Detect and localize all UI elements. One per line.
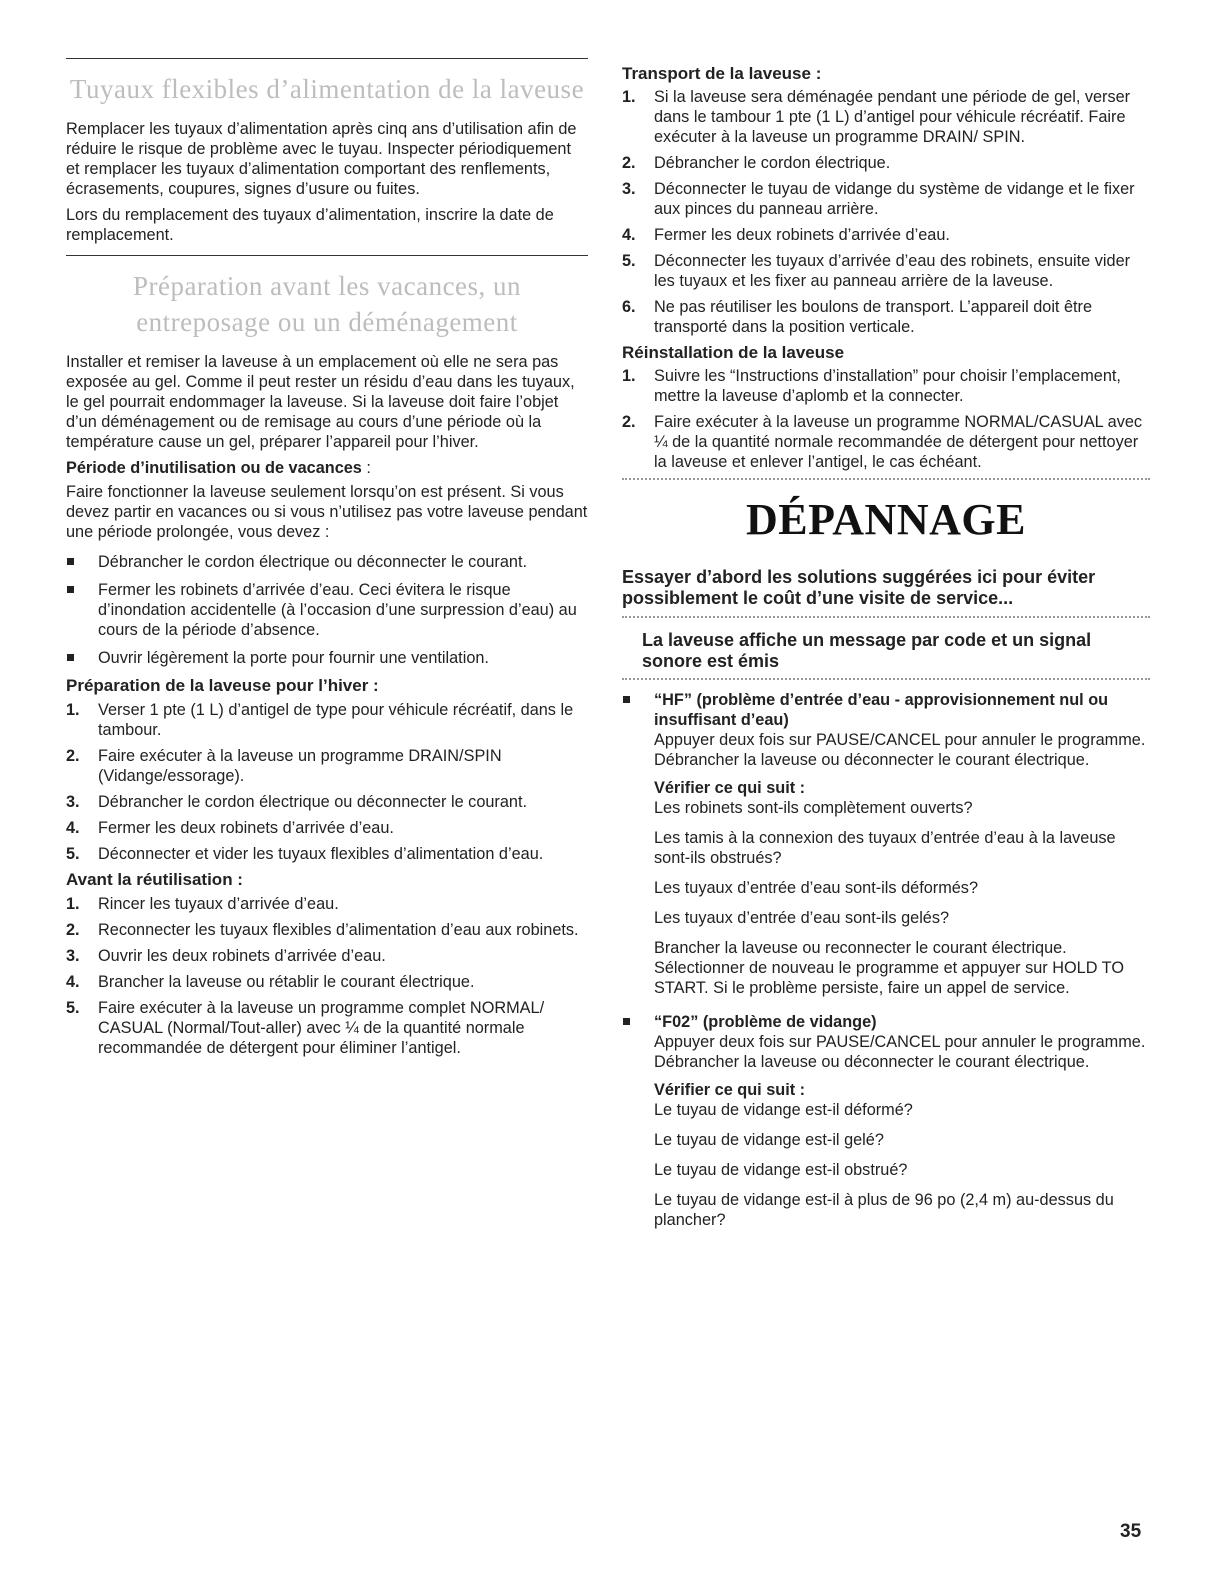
hf-item — [622, 690, 1150, 1004]
list-item — [66, 972, 588, 992]
code-section-heading: La laveuse affiche un message par code et un signal sonore est émis — [642, 630, 1092, 671]
list-item — [66, 818, 588, 838]
winter-steps — [66, 700, 588, 864]
bullet-square-icon — [66, 552, 98, 572]
step-number: 5. — [66, 999, 80, 1017]
hf-check-item: Les robinets sont-ils complètement ouverts? — [654, 799, 973, 817]
step-text: Si la laveuse sera déménagée pendant une période de gel, verser dans le tambour 1 pte (1 L) d’antigel pour véhicule récréatif. Faire exécuter à la laveuse un programme DRAIN/ SPIN. — [654, 88, 1131, 146]
dotted-divider — [622, 478, 1150, 480]
step-text: Brancher la laveuse ou rétablir le courant électrique. — [98, 973, 475, 991]
bullet-square-icon — [66, 648, 98, 668]
dotted-divider — [622, 678, 1150, 680]
list-item — [622, 251, 1150, 291]
f02-text: Appuyer deux fois sur PAUSE/CANCEL pour annuler le programme. Débrancher la laveuse ou déconnecter le courant électrique. — [654, 1033, 1146, 1071]
hf-check-item: Les tuyaux d’entrée d’eau sont-ils déformés? — [654, 879, 979, 897]
list-item — [66, 946, 588, 966]
hoses-paragraph-2: Lors du remplacement des tuyaux d’alimentation, inscrire la date de remplacement. — [66, 206, 554, 244]
f02-check-item: Le tuyau de vidange est-il gelé? — [654, 1131, 884, 1149]
f02-check-item: Le tuyau de vidange est-il obstrué? — [654, 1161, 908, 1179]
hf-title: “HF” (problème d’entrée d’eau - approvisionnement nul ou insuffisant d’eau) — [654, 691, 1109, 729]
right-column — [622, 64, 1150, 1244]
transport-subheading: Transport de la laveuse : — [622, 64, 822, 83]
troubleshooting-intro: Essayer d’abord les solutions suggérées ici pour éviter possiblement le coût d’une visite de service... — [622, 567, 1096, 608]
reinstall-steps — [622, 366, 1150, 472]
step-number: 4. — [66, 819, 80, 837]
list-item — [622, 153, 1150, 173]
step-text: Reconnecter les tuyaux flexibles d’alimentation d’eau aux robinets. — [98, 921, 579, 939]
step-number: 1. — [66, 895, 80, 913]
step-number: 3. — [66, 793, 80, 811]
bullet-text: Débrancher le cordon électrique ou déconnecter le courant. — [98, 553, 528, 571]
vacation-subheading-colon: : — [361, 459, 371, 477]
winter-subheading: Préparation de la laveuse pour l’hiver : — [66, 676, 379, 695]
step-text: Faire exécuter à la laveuse un programme complet NORMAL/ CASUAL (Normal/Tout-aller) avec ¼ de la quantité normale recommandée de détergent pour éliminer l’antigel. — [98, 999, 545, 1057]
vacation-subheading — [66, 458, 588, 478]
f02-title: “F02” (problème de vidange) — [654, 1013, 877, 1031]
transport-steps — [622, 87, 1150, 337]
hf-check-item: Les tamis à la connexion des tuyaux d’entrée d’eau à la laveuse sont-ils obstrués? — [654, 829, 1116, 867]
list-item — [66, 746, 588, 786]
f02-content — [654, 1012, 1150, 1236]
f02-check-item: Le tuyau de vidange est-il déformé? — [654, 1101, 913, 1119]
reuse-steps — [66, 894, 588, 1058]
step-number: 4. — [622, 226, 636, 244]
step-text: Fermer les deux robinets d’arrivée d’eau. — [98, 819, 394, 837]
step-number: 6. — [622, 298, 636, 316]
list-item — [66, 998, 588, 1058]
list-item — [622, 297, 1150, 337]
step-text: Ouvrir les deux robinets d’arrivée d’eau. — [98, 947, 386, 965]
hoses-paragraph-1: Remplacer les tuyaux d’alimentation après cinq ans d’utilisation afin de réduire le risque de problème avec le tuyau. Inspecter périodiquement et remplacer les tuyaux d’alimentation comportant des renflements, écrasements, coupures, signes d’usure ou fuites. — [66, 120, 577, 198]
hf-content — [654, 690, 1150, 1004]
bullet-square-icon — [622, 1012, 654, 1236]
step-number: 1. — [622, 88, 636, 106]
list-item — [66, 552, 588, 572]
vacation-text: Faire fonctionner la laveuse seulement lorsqu’on est présent. Si vous devez partir en vacances ou si vous n’utilisez pas votre laveuse pendant une période prolongée, vous devez : — [66, 483, 588, 541]
bullet-square-icon — [66, 580, 98, 640]
reuse-subheading: Avant la réutilisation : — [66, 870, 243, 889]
step-number: 3. — [66, 947, 80, 965]
step-number: 1. — [66, 701, 80, 719]
list-item — [622, 412, 1150, 472]
list-item — [622, 87, 1150, 147]
step-text: Débrancher le cordon électrique. — [654, 154, 891, 172]
step-text: Ne pas réutiliser les boulons de transport. L’appareil doit être transporté dans la position verticale. — [654, 298, 1093, 336]
f02-item — [622, 1012, 1150, 1236]
list-item — [66, 580, 588, 640]
reinstall-subheading: Réinstallation de la laveuse — [622, 343, 845, 362]
step-number: 2. — [66, 747, 80, 765]
vacation-intro: Installer et remiser la laveuse à un emplacement où elle ne sera pas exposée au gel. Comme il peut rester un résidu d’eau dans les tuyaux, le gel pourrait endommager la laveuse. Si la laveuse doit faire l’objet d’un déménagement ou de remisage au cours d’une période où la température cause un gel, préparer l’appareil pour l’hiver. — [66, 353, 575, 451]
step-number: 2. — [622, 413, 636, 431]
step-number: 2. — [622, 154, 636, 172]
step-text: Fermer les deux robinets d’arrivée d’eau. — [654, 226, 950, 244]
f02-check-item: Le tuyau de vidange est-il à plus de 96 po (2,4 m) au-dessus du plancher? — [654, 1191, 1114, 1229]
list-item — [66, 844, 588, 864]
hf-check-item: Les tuyaux d’entrée d’eau sont-ils gelés? — [654, 909, 950, 927]
dotted-divider — [622, 616, 1150, 618]
section-heading-vacation — [66, 268, 588, 340]
step-number: 1. — [622, 367, 636, 385]
section-heading-hoses: Tuyaux flexibles d’alimentation de la laveuse — [69, 74, 585, 104]
list-item — [622, 366, 1150, 406]
step-number: 5. — [66, 845, 80, 863]
step-number: 4. — [66, 973, 80, 991]
step-text: Déconnecter le tuyau de vidange du système de vidange et le fixer aux pinces du panneau arrière. — [654, 180, 1135, 218]
step-text: Débrancher le cordon électrique ou déconnecter le courant. — [98, 793, 528, 811]
vacation-heading-line-1: Préparation avant les vacances, un — [132, 271, 522, 301]
list-item — [66, 894, 588, 914]
list-item — [622, 179, 1150, 219]
list-item — [66, 792, 588, 812]
hf-check-label: Vérifier ce qui suit : — [654, 779, 806, 797]
step-text: Suivre les “Instructions d’installation” pour choisir l’emplacement, mettre la laveuse d’aplomb et la connecter. — [654, 367, 1121, 405]
bullet-text: Fermer les robinets d’arrivée d’eau. Ceci évitera le risque d’inondation accidentelle (à l’occasion d’une surpression d’eau) au cours de la période d’absence. — [98, 581, 577, 639]
bullet-text: Ouvrir légèrement la porte pour fournir une ventilation. — [98, 649, 489, 667]
step-number: 3. — [622, 180, 636, 198]
step-text: Faire exécuter à la laveuse un programme NORMAL/CASUAL avec ¼ de la quantité normale recommandée de détergent pour nettoyer la laveuse et enlever l’antigel, le cas échéant. — [654, 413, 1143, 471]
page-title: DÉPANNAGE — [746, 495, 1026, 544]
hf-check-item: Brancher la laveuse ou reconnecter le courant électrique. Sélectionner de nouveau le programme et appuyer sur HOLD TO START. Si le problème persiste, faire un appel de service. — [654, 939, 1125, 997]
list-item — [66, 920, 588, 940]
f02-check-label: Vérifier ce qui suit : — [654, 1081, 806, 1099]
step-number: 2. — [66, 921, 80, 939]
step-text: Déconnecter et vider les tuyaux flexibles d’alimentation d’eau. — [98, 845, 544, 863]
page-number: 35 — [1120, 1521, 1142, 1542]
section-rule — [66, 58, 588, 59]
vacation-bullet-list — [66, 552, 588, 668]
bullet-square-icon — [622, 690, 654, 1004]
list-item — [66, 648, 588, 668]
step-text: Déconnecter les tuyaux d’arrivée d’eau des robinets, ensuite vider les tuyaux et les fixer au panneau arrière de la laveuse. — [654, 252, 1131, 290]
step-text: Rincer les tuyaux d’arrivée d’eau. — [98, 895, 339, 913]
vacation-heading-line-2: entreposage ou un déménagement — [136, 307, 518, 337]
step-text: Faire exécuter à la laveuse un programme DRAIN/SPIN (Vidange/essorage). — [98, 747, 502, 785]
step-text: Verser 1 pte (1 L) d’antigel de type pour véhicule récréatif, dans le tambour. — [98, 701, 574, 739]
list-item — [66, 700, 588, 740]
step-number: 5. — [622, 252, 636, 270]
left-column — [66, 58, 588, 1064]
list-item — [622, 225, 1150, 245]
section-rule — [66, 255, 588, 256]
hf-text: Appuyer deux fois sur PAUSE/CANCEL pour annuler le programme. Débrancher la laveuse ou déconnecter le courant électrique. — [654, 731, 1146, 769]
vacation-subheading-text: Période d’inutilisation ou de vacances — [66, 459, 362, 477]
